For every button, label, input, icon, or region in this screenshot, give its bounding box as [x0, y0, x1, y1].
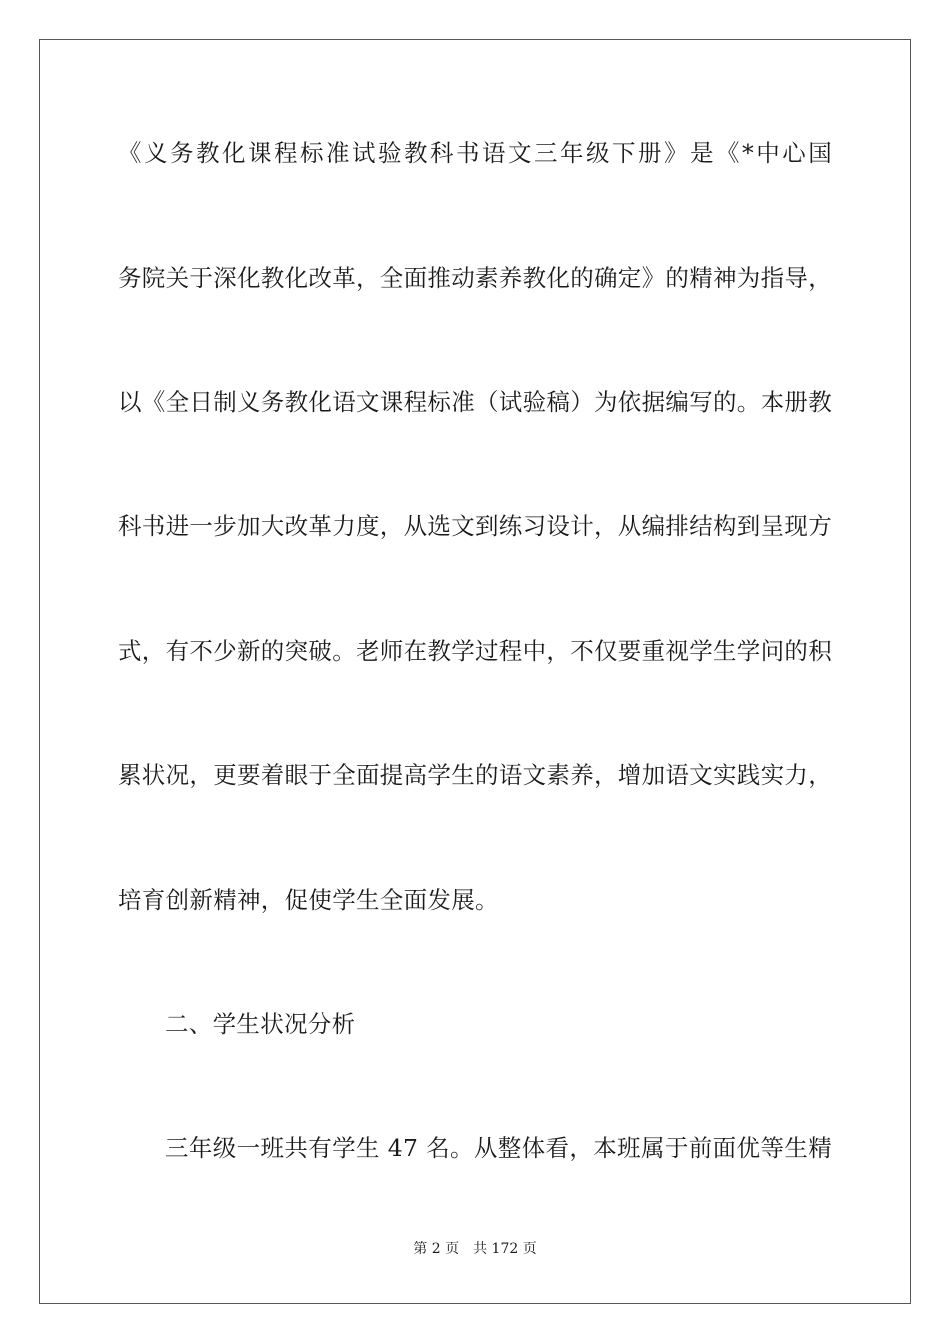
paragraph-line-1: 《义务教化课程标准试验教科书语文三年级下册》是《*中心国: [118, 139, 832, 167]
page-frame: [39, 39, 911, 1304]
page-total: 共 172 页: [473, 1241, 537, 1257]
paragraph-line-5: 式，有不少新的突破。老师在教学过程中，不仅要重视学生学问的积: [118, 637, 832, 665]
paragraph-line-6: 累状况，更要着眼于全面提高学生的语文素养，增加语文实践实力，: [118, 761, 832, 789]
paragraph-line-3: 以《全日制义务教化语文课程标准（试验稿）为依据编写的。本册教: [118, 388, 832, 416]
section-heading: 二、学生状况分析: [165, 1010, 356, 1038]
paragraph-line-2: 务院关于深化教化改革，全面推动素养教化的确定》的精神为指导，: [118, 264, 832, 292]
page-number: 第 2 页: [413, 1241, 460, 1257]
paragraph-line-4: 科书进一步加大改革力度，从选文到练习设计，从编排结构到呈现方: [118, 512, 832, 540]
paragraph-line-8: 三年级一班共有学生 47 名。从整体看，本班属于前面优等生精: [165, 1134, 832, 1162]
paragraph-line-7: 培育创新精神，促使学生全面发展。: [118, 886, 499, 914]
page-footer: [0, 1240, 950, 1258]
